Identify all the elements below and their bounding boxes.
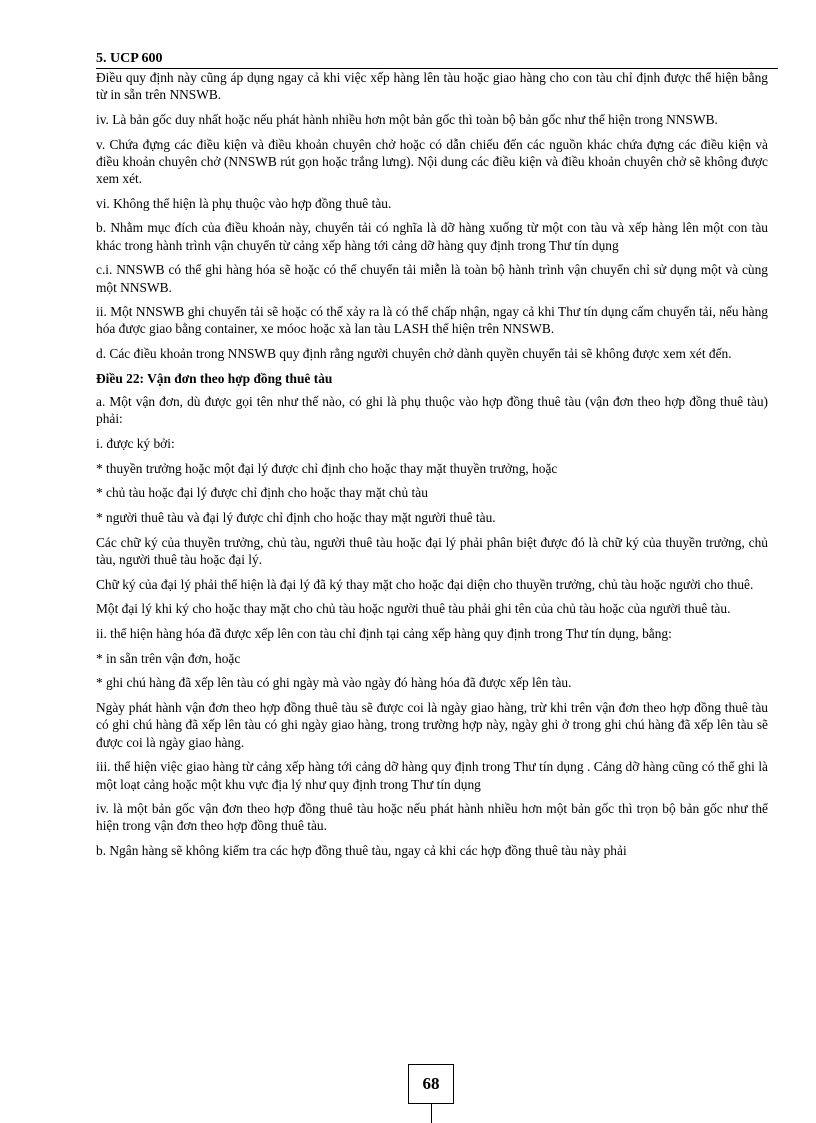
paragraph: c.i. NNSWB có thể ghi hàng hóa sẽ hoặc có thể chuyển tải miễn là toàn bộ hành trình vận chuyển chỉ sử dụng một và cùng một NNSWB. <box>96 262 768 295</box>
paragraph: Điều quy định này cũng áp dụng ngay cả khi việc xếp hàng lên tàu hoặc giao hàng cho con tàu chỉ định được thể hiện bằng từ in sẵn trên NNSWB. <box>96 70 768 103</box>
paragraph: Chữ ký của đại lý phải thể hiện là đại lý đã ký thay mặt cho hoặc đại diện cho thuyền trưởng, chủ tàu hoặc người cho thuê. <box>96 576 754 592</box>
paragraph: iii. thể hiện việc giao hàng từ cảng xếp hàng tới cảng dỡ hàng quy định trong Thư tín dụng . Cảng dỡ hàng cũng có thể ghi là một loạt cảng hoặc một khu vực địa lý như quy định trong Thư tín dụng <box>96 759 768 792</box>
list-item: * ghi chú hàng đã xếp lên tàu có ghi ngày mà vào ngày đó hàng hóa đã được xếp lên tàu. <box>96 675 572 691</box>
paragraph: ii. thể hiện hàng hóa đã được xếp lên con tàu chỉ định tại cảng xếp hàng quy định trong Thư tín dụng, bằng: <box>96 626 672 642</box>
article-heading: Điều 22: Vận đơn theo hợp đồng thuê tàu <box>96 370 333 386</box>
list-item: * chủ tàu hoặc đại lý được chỉ định cho hoặc thay mặt chủ tàu <box>96 485 428 501</box>
list-item: * người thuê tàu và đại lý được chỉ định cho hoặc thay mặt người thuê tàu. <box>96 510 496 526</box>
paragraph: Các chữ ký của thuyền trưởng, chủ tàu, người thuê tàu hoặc đại lý phải phân biệt được đó là chữ ký của thuyền trưởng, chủ tàu, người thuê tàu hoặc đại lý. <box>96 534 768 567</box>
paragraph: b. Ngân hàng sẽ không kiểm tra các hợp đồng thuê tàu, ngay cả khi các hợp đồng thuê tàu này phải <box>96 843 627 859</box>
page-number: 68 <box>422 1074 440 1093</box>
paragraph: iv. Là bản gốc duy nhất hoặc nếu phát hành nhiều hơn một bản gốc thì toàn bộ bản gốc như thể hiện trong NNSWB. <box>96 111 718 127</box>
document-body <box>96 69 768 867</box>
paragraph: v. Chứa đựng các điều kiện và điều khoản chuyên chở hoặc có dẫn chiếu đến các nguồn khác chứa đựng các điều kiện và điều khoản chuyên chở (NNSWB rút gọn hoặc trắng lưng). Nội dung các điều kiện và điều khoản chuyên chở sẽ không được xem xét. <box>96 136 768 187</box>
paragraph: b. Nhằm mục đích của điều khoản này, chuyển tải có nghĩa là dỡ hàng xuống từ một con tàu và xếp hàng lên một con tàu khác trong hành trình vận chuyển từ cảng xếp hàng tới cảng dỡ hàng quy định trong Thư tín dụng <box>96 220 768 253</box>
paragraph: d. Các điều khoản trong NNSWB quy định rằng người chuyên chở dành quyền chuyển tải sẽ không được xem xét đến. <box>96 346 732 362</box>
paragraph: ii. Một NNSWB ghi chuyển tải sẽ hoặc có thể xảy ra là có thể chấp nhận, ngay cả khi Thư tín dụng cấm chuyển tải, nếu hàng hóa được giao bằng container, xe móoc hoặc xà lan tàu LASH thể hiện trên NNSWB. <box>96 304 768 337</box>
page-number-tick <box>431 1104 432 1123</box>
paragraph: Một đại lý khi ký cho hoặc thay mặt cho chủ tàu hoặc người thuê tàu phải ghi tên của chủ tàu hoặc của người thuê tàu. <box>96 601 731 617</box>
header-title: 5. UCP 600 <box>96 51 163 66</box>
paragraph: iv. là một bản gốc vận đơn theo hợp đồng thuê tàu hoặc nếu phát hành nhiều hơn một bản gốc thì trọn bộ bản gốc như thể hiện trong vận đơn theo hợp đồng thuê tàu. <box>96 801 768 834</box>
paragraph: i. được ký bởi: <box>96 435 175 451</box>
paragraph: Ngày phát hành vận đơn theo hợp đồng thuê tàu sẽ được coi là ngày giao hàng, trừ khi trên vận đơn theo hợp đồng thuê tàu có ghi chú hàng đã xếp lên tàu có ghi ngày giao hàng, trong trường hợp này, ngày ghi ở trong ghi chú hàng đã xếp lên tàu sẽ được coi là ngày giao hàng. <box>96 700 768 750</box>
paragraph: a. Một vận đơn, dù được gọi tên như thế nào, có ghi là phụ thuộc vào hợp đồng thuê tàu (vận đơn theo hợp đồng thuê tàu) phải: <box>96 394 768 427</box>
paragraph: vi. Không thể hiện là phụ thuộc vào hợp đồng thuê tàu. <box>96 195 392 211</box>
list-item: * in sẵn trên vận đơn, hoặc <box>96 650 241 666</box>
list-item: * thuyền trưởng hoặc một đại lý được chỉ định cho hoặc thay mặt thuyền trưởng, hoặc <box>96 460 558 476</box>
page-number-box <box>408 1064 454 1104</box>
page-header <box>96 50 778 69</box>
